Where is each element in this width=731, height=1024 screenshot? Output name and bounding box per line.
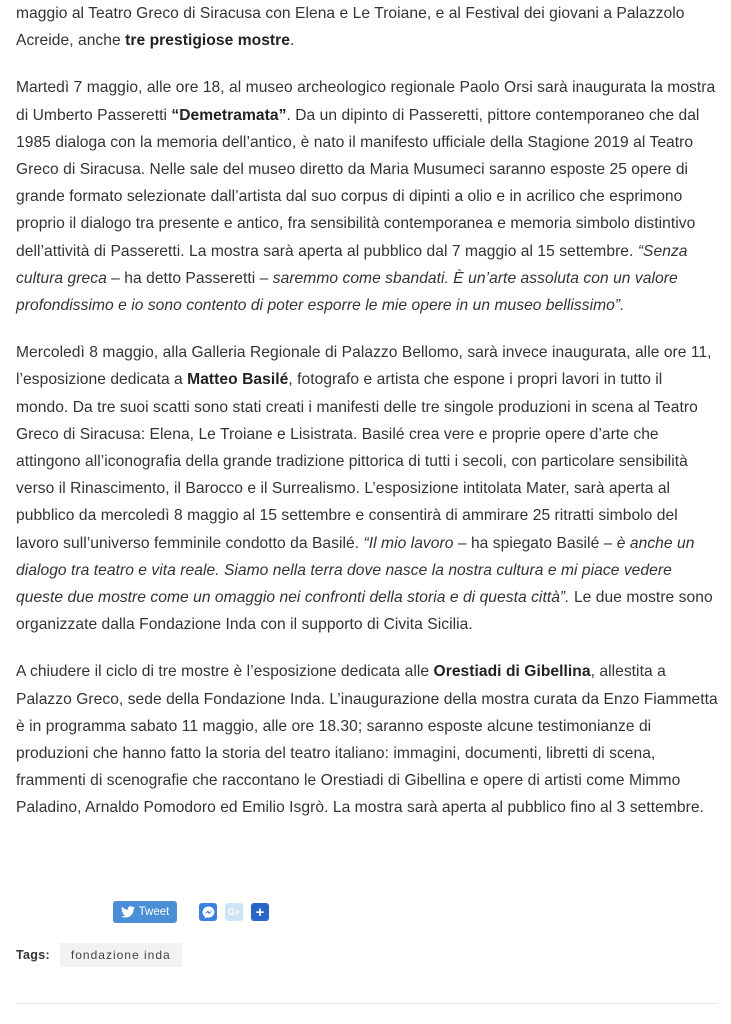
paragraph-orestiadi	[16, 658, 718, 821]
add-share-icon: +	[255, 903, 265, 921]
quote-text: saremmo come sbandati. È un’arte assoluta con un valore profondissimo e io sono contento di poter esporre le mie opere in un museo bellissimo”.	[16, 269, 678, 315]
text: Martedì 7 maggio, alle ore 18, al museo archeologico regionale Paolo Orsi sarà inaugurata la mostra di Umberto Passeretti	[16, 79, 716, 124]
google-plus-share-button[interactable]	[225, 903, 243, 921]
text: maggio al Teatro Greco di Siracusa con Elena e Le Troiane, e al Festival dei giovani a Palazzolo Acreide, anche	[16, 5, 685, 50]
text: A chiudere il ciclo di tre mostre è l’esposizione dedicata alle	[16, 663, 434, 681]
share-bar	[113, 901, 269, 923]
quote-text: “Senza cultura greca	[16, 242, 688, 287]
text: .	[290, 32, 295, 50]
quote-text: “Il mio lavoro	[363, 534, 454, 552]
article-body	[16, 0, 718, 842]
text: , fotografo e artista che espone i propri lavori in tutto il mondo. Da tre suoi scatti sono stati creati i manifesti delle tre singole produzioni in scena al Teatro Greco di Siracusa: Elena, Le Troiane e Lisistrata. Basilé crea vere e proprie opere d’arte che attingono all’iconografia della grande tradizione pittorica di tutti i secoli, con particolare sensibilità verso il Rinascimento, il Barocco e il Surrealismo. L’esposizione intitolata Mater, sarà aperta al pubblico da mercoledì 8 maggio al 15 settembre e consentirà di ammirare 25 ritratti simbolo del lavoro sull’universo femminile condotto da Basilé.	[16, 371, 698, 552]
bold-text: tre prestigiose mostre	[125, 32, 290, 50]
divider	[16, 1003, 717, 1004]
google-plus-icon: G+	[227, 907, 241, 917]
text: Le due mostre sono organizzate dalla Fondazione Inda con il supporto di Civita Sicilia.	[16, 589, 713, 634]
text: Mercoledì 8 maggio, alla Galleria Regionale di Palazzo Bellomo, sarà invece inaugurata, alle ore 11, l’esposizione dedicata a	[16, 344, 712, 389]
messenger-icon	[202, 906, 215, 919]
paragraph-intro	[16, 0, 718, 54]
paragraph-passeretti	[16, 74, 718, 319]
twitter-bird-icon	[121, 906, 135, 918]
tag-link[interactable]: fondazione inda	[60, 943, 182, 967]
tweet-button[interactable]	[113, 901, 177, 923]
text: – ha spiegato Basilé –	[453, 534, 617, 552]
messenger-share-button[interactable]	[199, 903, 217, 921]
tweet-label: Tweet	[138, 906, 170, 918]
text: . Da un dipinto di Passeretti, pittore contemporaneo che dal 1985 dialoga con la memoria dell’antico, è nato il manifesto ufficiale della Stagione 2019 al Teatro Greco di Siracusa. Nelle sale del museo diretto da Maria Musumeci saranno esposte 25 opere di grande formato selezionate dall’artista dal suo corpus di dipinti a olio e in acrilico che esprimono proprio il dialogo tra presente e antico, fra sensibilità contemporanea e memoria simbolo distintivo dell’attività di Passeretti. La mostra sarà aperta al pubblico dal 7 maggio al 15 settembre.	[16, 106, 700, 260]
tags-row	[16, 943, 182, 967]
bold-text: Matteo Basilé	[187, 371, 289, 389]
add-share-button[interactable]	[251, 903, 269, 921]
tags-label: Tags:	[16, 948, 50, 962]
bold-text: “Demetramata”	[171, 106, 287, 124]
quote-text: è anche un dialogo tra teatro e vita reale. Siamo nella terra dove nasce la nostra cultura e mi piace vedere queste due mostre come un omaggio nei confronti della storia e di questa città”.	[16, 534, 695, 607]
paragraph-basile	[16, 339, 718, 638]
text: – ha detto Passeretti –	[106, 269, 273, 287]
text: , allestita a Palazzo Greco, sede della Fondazione Inda. L’inaugurazione della mostra curata da Enzo Fiammetta è in programma sabato 11 maggio, alle ore 18.30; saranno esposte alcune testimonianze di produzioni che hanno fatto la storia del teatro italiano: immagini, documenti, libretti di scena, frammenti di scenografie che raccontano le Orestiadi di Gibellina e opere di artisti come Mimmo Paladino, Arnaldo Pomodoro ed Emilio Isgrò. La mostra sarà aperta al pubblico fino al 3 settembre.	[16, 663, 718, 817]
bold-text: Orestiadi di Gibellina	[433, 663, 591, 681]
